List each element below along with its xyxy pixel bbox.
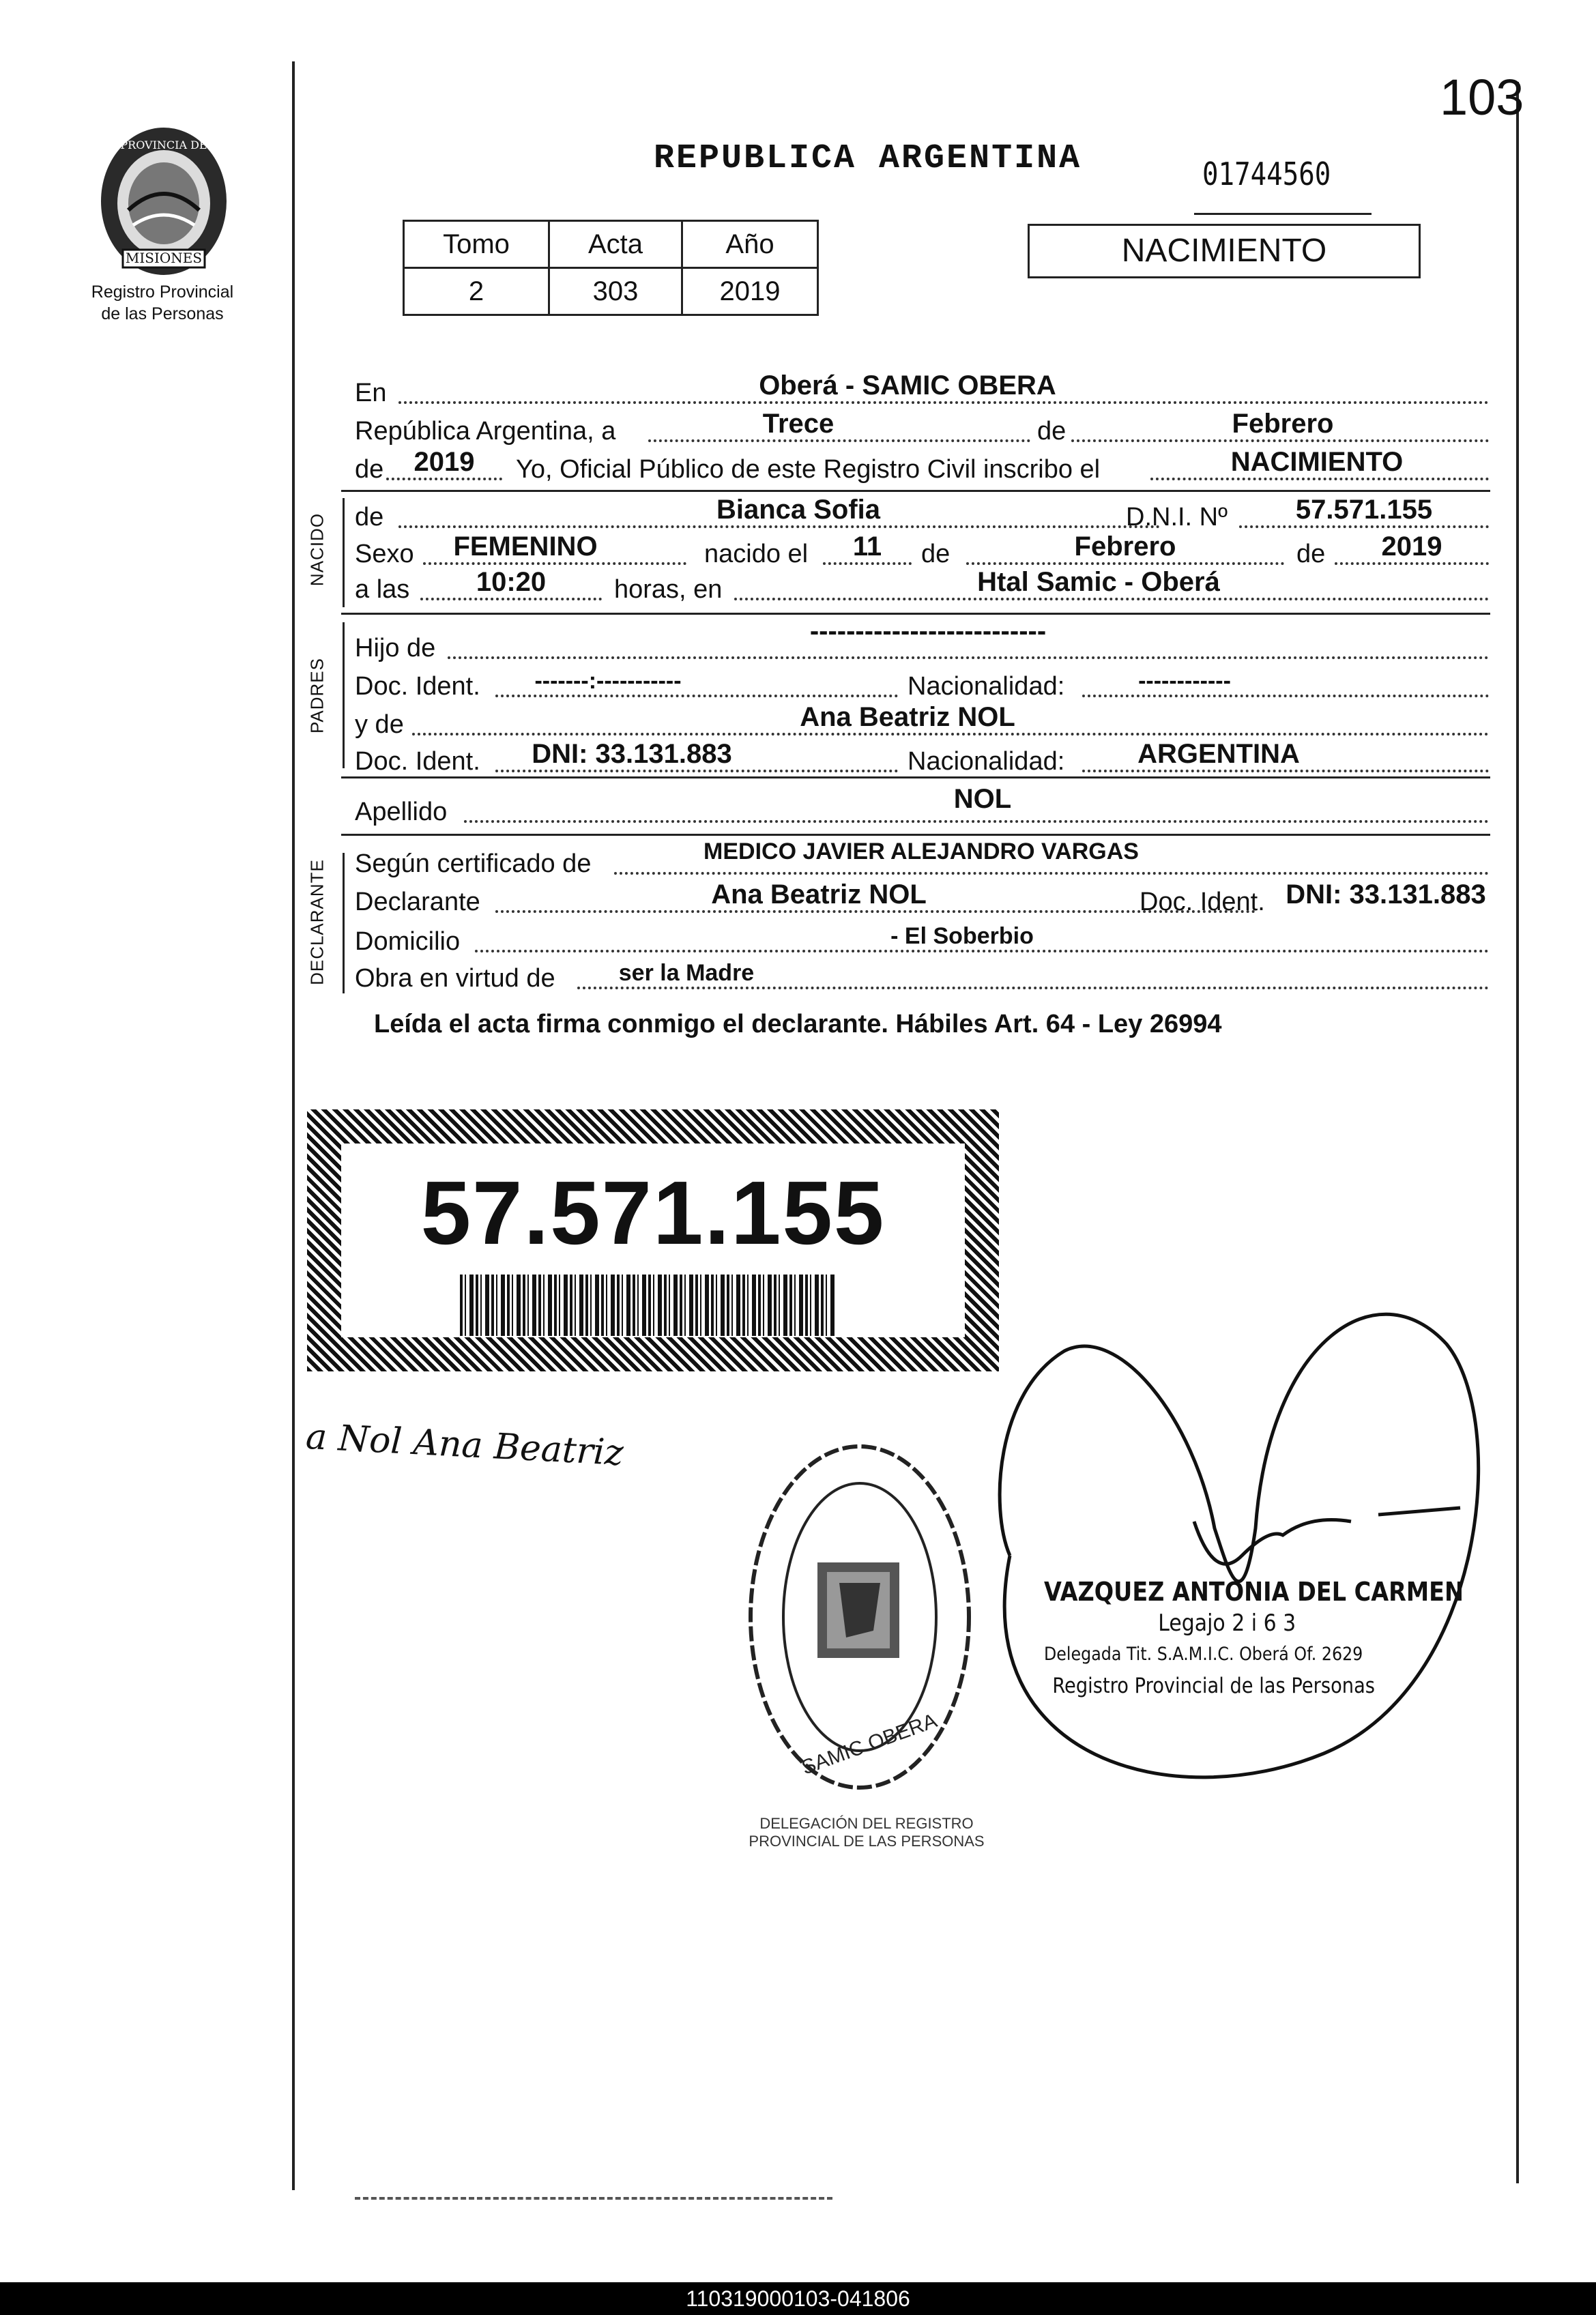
row-apellido xyxy=(355,784,1489,828)
de-year-label: de xyxy=(355,455,384,484)
nacido-el-label: nacido el xyxy=(704,540,809,568)
dotted-leader xyxy=(495,695,898,697)
dotted-leader xyxy=(966,562,1284,565)
day-value: Trece xyxy=(762,409,835,439)
dni-stamp-inner xyxy=(341,1144,965,1337)
domicilio-label: Domicilio xyxy=(355,927,461,956)
birth-de-year-label: de xyxy=(1296,540,1326,568)
month-value: Febrero xyxy=(1232,409,1334,439)
doc-ident-label-2: Doc. Ident. xyxy=(355,747,480,776)
nacido-de-label: de xyxy=(355,503,384,532)
hijo-de-value: -------------------------- xyxy=(809,616,1047,646)
seal-caption-line1: Registro Provincial xyxy=(91,282,234,302)
dotted-leader xyxy=(1239,525,1489,528)
dni-stamp xyxy=(307,1109,999,1371)
left-margin-rule xyxy=(292,61,295,2190)
signer-legajo: Legajo 2 i 6 3 xyxy=(1158,1610,1296,1637)
section-rule-declarante xyxy=(343,853,345,993)
dotted-leader xyxy=(1082,770,1489,772)
nacionalidad-value-1: ------------ xyxy=(1138,668,1231,694)
madre-value: Ana Beatriz NOL xyxy=(800,702,1015,732)
dotted-leader xyxy=(495,770,898,772)
dotted-leader xyxy=(1150,478,1489,480)
row-hijo-de xyxy=(355,616,1489,665)
nacionalidad-value-2: ARGENTINA xyxy=(1137,739,1300,769)
seal-caption xyxy=(74,281,251,325)
row-declarante xyxy=(355,879,1489,918)
inscribo-label: Yo, Oficial Público de este Registro Civil inscribo el xyxy=(516,455,1101,484)
sexo-label: Sexo xyxy=(355,540,414,568)
birth-month-value: Febrero xyxy=(1074,532,1176,562)
side-label-padres: PADRES xyxy=(306,658,328,733)
time-value: 10:20 xyxy=(476,567,547,597)
dotted-leader xyxy=(823,562,912,565)
y-de-label: y de xyxy=(355,710,404,739)
handwritten-note: a Nol Ana Beatriz xyxy=(304,1416,625,1474)
en-label: En xyxy=(355,379,387,407)
seal-caption-line2: de las Personas xyxy=(101,304,224,323)
hijo-de-label: Hijo de xyxy=(355,634,436,663)
apellido-value: NOL xyxy=(953,784,1012,814)
certificado-label: Según certificado de xyxy=(355,849,592,878)
serial-underline xyxy=(1194,213,1372,215)
a-las-label: a las xyxy=(355,575,410,604)
side-label-nacido: NACIDO xyxy=(306,512,328,587)
dotted-leader xyxy=(614,872,1489,875)
dni-label: D.N.I. Nº xyxy=(1126,503,1228,532)
republica-label: República Argentina, a xyxy=(355,417,616,446)
section-divider xyxy=(341,834,1490,836)
row-y-de xyxy=(355,704,1489,741)
dotted-leader xyxy=(464,820,1489,823)
section-divider xyxy=(341,776,1490,778)
signer-name: VAZQUEZ ANTONIA DEL CARMEN xyxy=(1044,1577,1464,1607)
dotted-leader xyxy=(577,987,1489,989)
doc-ident-value-1: -------:----------- xyxy=(534,668,682,694)
birth-day-value: 11 xyxy=(852,532,882,562)
legal-text: Leída el acta firma conmigo el declarante. Hábiles Art. 64 - Ley 26994 xyxy=(374,1010,1222,1038)
declarante-doc-label: Doc. Ident. xyxy=(1140,888,1265,916)
obra-value: ser la Madre xyxy=(618,960,755,986)
side-label-declarante: DECLARANTE xyxy=(306,859,328,985)
row-doc-padre xyxy=(355,666,1489,703)
place-value: Htal Samic - Oberá xyxy=(977,567,1220,597)
dotted-leader xyxy=(1071,439,1489,442)
tomo-value: 2 xyxy=(404,268,549,315)
doc-ident-label-1: Doc. Ident. xyxy=(355,672,480,701)
declarante-doc-value: DNI: 33.131.883 xyxy=(1286,879,1486,909)
acta-value: 303 xyxy=(549,268,682,315)
signature xyxy=(969,1283,1528,1815)
stamp-center-text: SAMIC OBERA xyxy=(798,1709,940,1779)
row-doc-madre xyxy=(355,741,1489,778)
dotted-leader xyxy=(648,439,1030,442)
act-type-box: NACIMIENTO xyxy=(1028,224,1421,278)
obra-label: Obra en virtud de xyxy=(355,964,555,993)
birth-de-label: de xyxy=(921,540,951,568)
row-domicilio xyxy=(355,921,1489,958)
bottom-dashed-line xyxy=(355,2197,832,2200)
nacionalidad-label-1: Nacionalidad: xyxy=(908,672,1065,701)
nacido-name-value: Bianca Sofia xyxy=(716,495,881,525)
horas-label: horas, en xyxy=(614,575,723,604)
seal-text-top: PROVINCIA DE xyxy=(120,139,207,151)
declarante-label: Declarante xyxy=(355,888,480,916)
signer-office: Registro Provincial de las Personas xyxy=(1052,1674,1376,1698)
row-obra xyxy=(355,958,1489,995)
inscribo-value: NACIMIENTO xyxy=(1230,447,1404,477)
page-number: 103 xyxy=(1440,69,1524,126)
dotted-leader xyxy=(412,733,1489,736)
doc-ident-value-2: DNI: 33.131.883 xyxy=(532,739,732,769)
row-en xyxy=(355,370,1489,409)
seal-text-bottom: MISIONES xyxy=(125,250,203,266)
dotted-leader xyxy=(448,656,1489,659)
signer-block xyxy=(1044,1576,1464,1702)
province-seal-logo xyxy=(96,123,232,280)
dotted-leader xyxy=(1335,562,1489,565)
barcode xyxy=(460,1275,837,1336)
dotted-leader xyxy=(734,598,1489,600)
section-divider xyxy=(341,490,1490,492)
domicilio-value: - El Soberbio xyxy=(890,923,1034,949)
stamp-ring-text: DELEGACIÓN DEL REGISTRO PROVINCIAL DE LAS PERSONAS xyxy=(749,1815,985,1850)
acta-header: Acta xyxy=(549,221,682,268)
sexo-value: FEMENINO xyxy=(453,532,598,562)
year-value: 2019 xyxy=(413,447,475,477)
row-certificado xyxy=(355,839,1489,880)
right-margin-rule xyxy=(1516,82,1519,2183)
ano-header: Año xyxy=(682,221,818,268)
reference-table xyxy=(403,220,819,316)
declarante-value: Ana Beatriz NOL xyxy=(711,879,927,909)
section-rule-padres xyxy=(343,622,345,768)
apellido-label: Apellido xyxy=(355,798,448,826)
row-date xyxy=(355,411,1489,448)
dni-stamp-number: 57.571.155 xyxy=(420,1163,886,1263)
signer-position: Delegada Tit. S.A.M.I.C. Oberá Of. 2629 xyxy=(1044,1644,1363,1665)
footer-code: 110319000103-041806 xyxy=(0,2282,1596,2315)
dotted-leader xyxy=(398,525,1160,528)
row-sexo xyxy=(355,534,1489,570)
ano-value: 2019 xyxy=(682,268,818,315)
birth-year-value: 2019 xyxy=(1381,532,1442,562)
en-value: Oberá - SAMIC OBERA xyxy=(759,370,1056,401)
tomo-header: Tomo xyxy=(404,221,549,268)
dotted-leader xyxy=(420,598,602,600)
dotted-leader xyxy=(398,401,1489,404)
dotted-leader xyxy=(475,950,1489,952)
dotted-leader xyxy=(423,562,686,565)
nacionalidad-label-2: Nacionalidad: xyxy=(908,747,1065,776)
serial-number: 01744560 xyxy=(1202,156,1331,192)
dni-value: 57.571.155 xyxy=(1295,495,1433,525)
row-inscribo xyxy=(355,449,1489,486)
certificado-value: MEDICO JAVIER ALEJANDRO VARGAS xyxy=(703,839,1139,864)
section-divider xyxy=(341,613,1490,615)
dotted-leader xyxy=(386,478,502,480)
dotted-leader xyxy=(1082,695,1489,697)
de-label: de xyxy=(1037,417,1067,446)
row-nacido-name xyxy=(355,497,1489,534)
section-rule-nacido xyxy=(343,498,345,607)
row-hora xyxy=(355,569,1489,606)
page-title: REPUBLICA ARGENTINA xyxy=(654,139,1082,178)
